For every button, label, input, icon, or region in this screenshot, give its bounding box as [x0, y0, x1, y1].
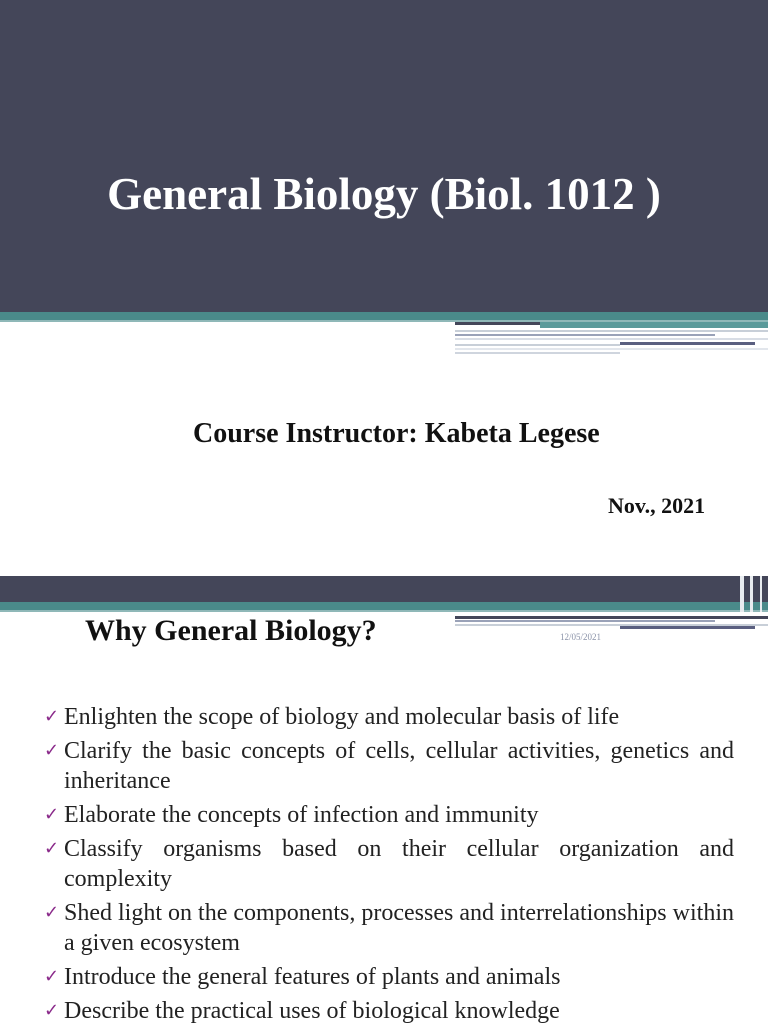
checkmark-icon: ✓ — [44, 804, 60, 825]
objective-text: Introduce the general features of plants and animals — [64, 964, 561, 990]
list-item — [44, 834, 734, 894]
objective-text: Describe the practical uses of biological knowledge — [64, 998, 560, 1024]
checkmark-icon: ✓ — [44, 740, 60, 761]
title-band — [0, 0, 768, 312]
objective-text: Clarify the basic concepts of cells, cellular activities, genetics and inheritance — [64, 738, 734, 794]
course-instructor: Course Instructor: Kabeta Legese — [193, 418, 600, 449]
checkmark-icon: ✓ — [44, 902, 60, 923]
objective-text: Shed light on the components, processes and interrelationships within a given ecosystem — [64, 900, 734, 956]
objective-text: Enlighten the scope of biology and molecular basis of life — [64, 704, 620, 730]
list-item — [44, 898, 734, 958]
checkmark-icon: ✓ — [44, 1000, 60, 1021]
header-band — [0, 576, 768, 602]
checkmark-icon: ✓ — [44, 838, 60, 859]
slide-2 — [0, 576, 768, 1024]
presentation-date: Nov., 2021 — [608, 493, 706, 518]
slide-title: General Biology (Biol. 1012 ) — [107, 169, 661, 219]
objective-text: Elaborate the concepts of infection and immunity — [64, 802, 539, 828]
slide-title: Why General Biology? — [85, 614, 377, 647]
date-stamp: 12/05/2021 — [560, 632, 602, 642]
checkmark-icon: ✓ — [44, 966, 60, 987]
list-item — [44, 996, 734, 1024]
list-item — [44, 702, 734, 732]
list-item — [44, 736, 734, 796]
objectives-list — [44, 702, 734, 1024]
objective-text: Classify organisms based on their cellular organization and complexity — [64, 836, 734, 892]
checkmark-icon: ✓ — [44, 706, 60, 727]
list-item — [44, 800, 734, 830]
list-item — [44, 962, 734, 992]
